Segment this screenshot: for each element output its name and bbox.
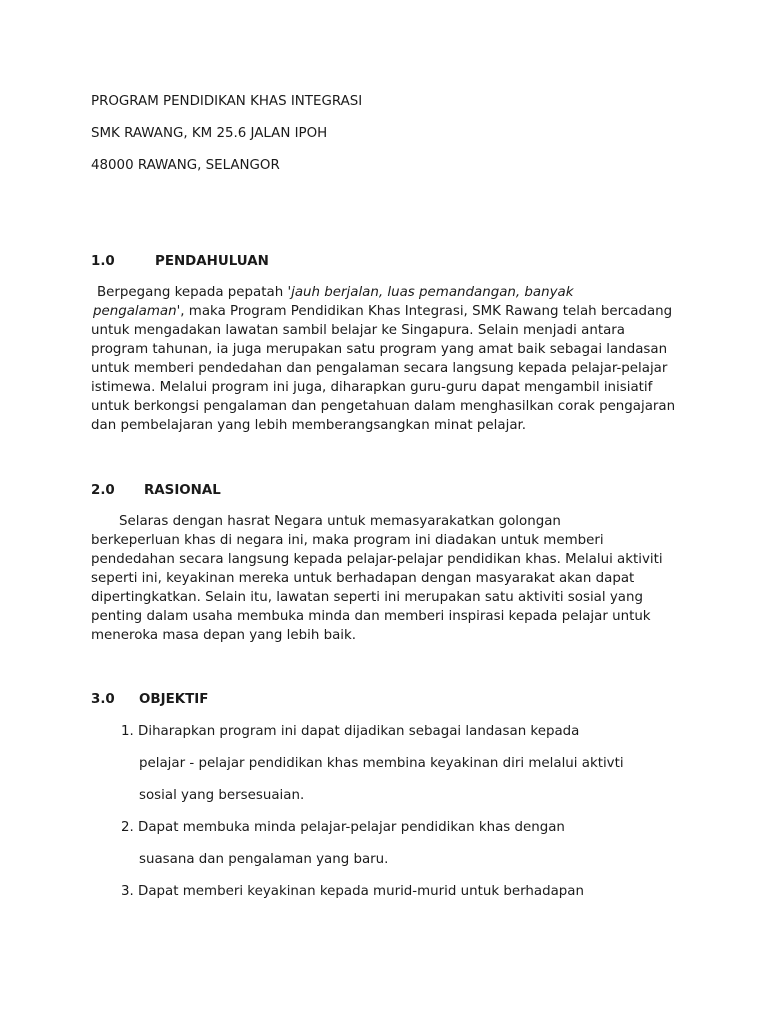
para-line: program tahunan, ia juga merupakan satu program yang amat baik sebagai landasan [91,342,668,357]
section-1-number: 1.0 [91,254,115,269]
para-line: meneroka masa depan yang lebih baik. [91,628,357,643]
address-line-3: 48000 RAWANG, SELANGOR [91,158,280,173]
para-line: berkeperluan khas di negara ini, maka program ini diadakan untuk memberi [91,533,604,548]
section-1-paragraph [91,283,701,435]
list-item: 2. Dapat membuka minda pelajar-pelajar pendidikan khas dengan [121,820,565,835]
section-1-title: PENDAHULUAN [155,254,269,269]
para-line: untuk memberi pendedahan dan pengalaman secara langsung kepada pelajar-pelajar [91,361,668,376]
section-2-number: 2.0 [91,483,115,498]
list-item-continuation: sosial yang bersesuaian. [139,788,305,803]
address-line-2: SMK RAWANG, KM 25.6 JALAN IPOH [91,126,328,141]
section-2-heading [91,481,221,500]
section-1-heading [91,252,269,271]
para-line: pendedahan secara langsung kepada pelajar-pelajar pendidikan khas. Melalui aktiviti [91,552,663,567]
list-item-continuation: pelajar - pelajar pendidikan khas membina keyakinan diri melalui aktivti [139,756,624,771]
section-2-paragraph [91,512,701,645]
section-3-title: OBJEKTIF [139,692,209,707]
para-line: dan pembelajaran yang lebih memberangsangkan minat pelajar. [91,418,527,433]
para-line: untuk berkongsi pengalaman dan pengetahuan dalam menghasilkan corak pengajaran [91,399,676,414]
list-item-continuation: suasana dan pengalaman yang baru. [139,852,389,867]
address-line-1: PROGRAM PENDIDIKAN KHAS INTEGRASI [91,94,363,109]
section-3-heading [91,690,209,709]
para-line: penting dalam usaha membuka minda dan memberi inspirasi kepada pelajar untuk [91,609,651,624]
para-line: seperti ini, keyakinan mereka untuk berhadapan dengan masyarakat akan dapat [91,571,635,586]
para-line: dipertingkatkan. Selain itu, lawatan seperti ini merupakan satu aktiviti sosial yang [91,590,643,605]
section-2-title: RASIONAL [144,483,221,498]
section-3-number: 3.0 [91,692,115,707]
list-item: 3. Dapat memberi keyakinan kepada murid-murid untuk berhadapan [121,884,584,899]
list-item: 1. Diharapkan program ini dapat dijadikan sebagai landasan kepada [121,724,580,739]
para-line: untuk mengadakan lawatan sambil belajar ke Singapura. Selain menjadi antara [91,323,625,338]
para-line: pengalaman', maka Program Pendidikan Khas Integrasi, SMK Rawang telah bercadang [93,304,673,319]
para-line: Selaras dengan hasrat Negara untuk memasyarakatkan golongan [119,514,561,529]
para-line: istimewa. Melalui program ini juga, diharapkan guru-guru dapat mengambil inisiatif [91,380,653,395]
para-line: Berpegang kepada pepatah 'jauh berjalan, luas pemandangan, banyak [97,285,574,300]
